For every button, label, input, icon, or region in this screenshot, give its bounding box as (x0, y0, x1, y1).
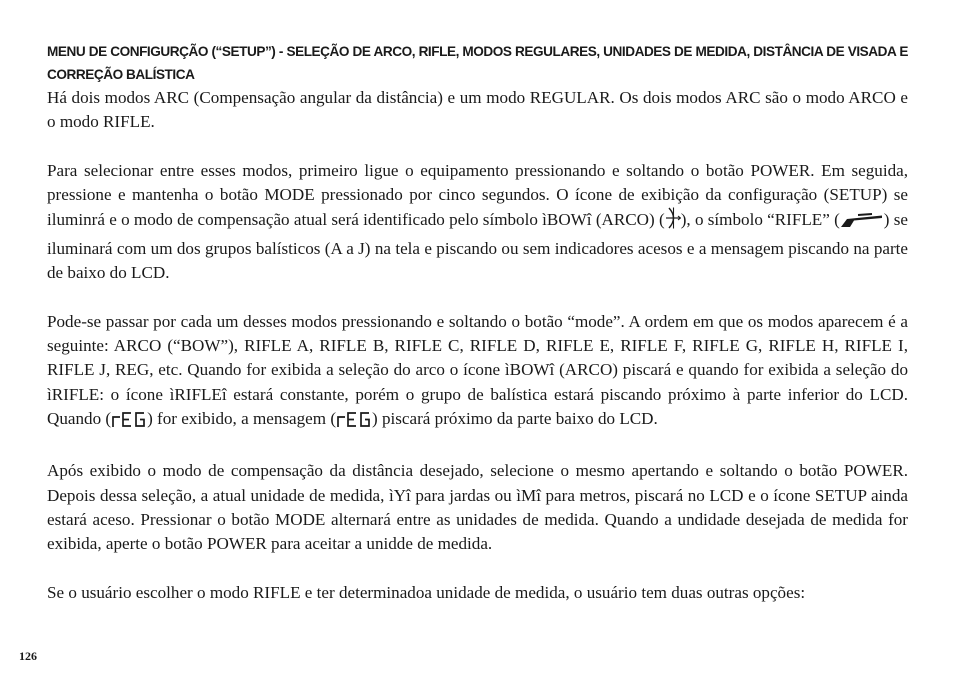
text-segment: ) se iluminará com um dos grupos balísticos (A a J) na tela e piscando ou sem indicadores acesos e a mensagem piscando na parte de baixo do LCD. (47, 210, 908, 283)
reg-lcd-icon (111, 410, 147, 435)
text-segment: ), o símbolo “RIFLE” ( (680, 210, 840, 230)
text-segment: Pode-se passar por cada um desses modos pressionando e soltando o botão “mode”. A ordem em que os modos aparecem é a seguinte: ARCO (“BOW”), RIFLE A, RIFLE B, RIFLE C, RIFLE D, RIFLE E, RIFLE F, RIFLE G, RIFLE H, RIFLE I, RIFLE J, REG, etc. Quando for exibida a seleção do arco o ícone ìBOWî (ARCO) piscará e quando for exibida a seleção do ìRIFLE: o ícone ìRIFLEî estará constante, porém o grupo de balística estará piscando próximo à parte inferior do LCD. Quando ( (47, 311, 908, 428)
document-page (47, 40, 908, 630)
paragraph-select-modes (47, 159, 908, 285)
reg-lcd-icon (336, 410, 372, 435)
paragraph-rifle-options: Se o usuário escolher o modo RIFLE e ter determinadoa unidade de medida, o usuário tem duas outras opções: (47, 582, 806, 602)
paragraph-mode-order (47, 310, 908, 435)
paragraph-unit-selection: Após exibido o modo de compensação da distância desejado, selecione o mesmo apertando e soltando o botão POWER. Depois dessa seleção, a atual unidade de medida, ìYî para jardas ou ìMî para metros, piscará no LCD e o ícone SETUP ainda estará aceso. Pressionar o botão MODE alternará entre as unidades de medida. Quando a undidade desejada de medida for exibida, aperte o botão POWER para aceitar a unidde de medida. (47, 461, 908, 554)
rifle-symbol-icon (840, 211, 884, 236)
bow-symbol-icon (665, 207, 681, 236)
section-heading: MENU DE CONFIGURÇÃO (“SETUP”) - SELEÇÃO DE ARCO, RIFLE, MODOS REGULARES, UNIDADES DE MEDIDA, DISTÂNCIA DE VISADA E CORREÇÃO BALÍSTICA (47, 44, 908, 82)
text-segment: ) piscará próximo da parte baixo do LCD. (372, 408, 658, 428)
page-number: 126 (19, 649, 37, 663)
paragraph-arc-modes: Há dois modos ARC (Compensação angular da distância) e um modo REGULAR. Os dois modos ARC são o modo ARCO e o modo RIFLE. (47, 88, 908, 132)
text-segment: Para selecionar entre esses modos, primeiro ligue o equipamento pressionando e soltando o botão POWER. Em seguida, pressione e mantenha o botão MODE pressionado por cinco segundos. O ícone de exibição da configuração (SETUP) se iluminrá e o modo de compensação atual será identificado pelo símbolo ìBOWî (ARCO) ( (47, 160, 908, 230)
text-segment: ) for exibido, a mensagem ( (147, 408, 337, 428)
